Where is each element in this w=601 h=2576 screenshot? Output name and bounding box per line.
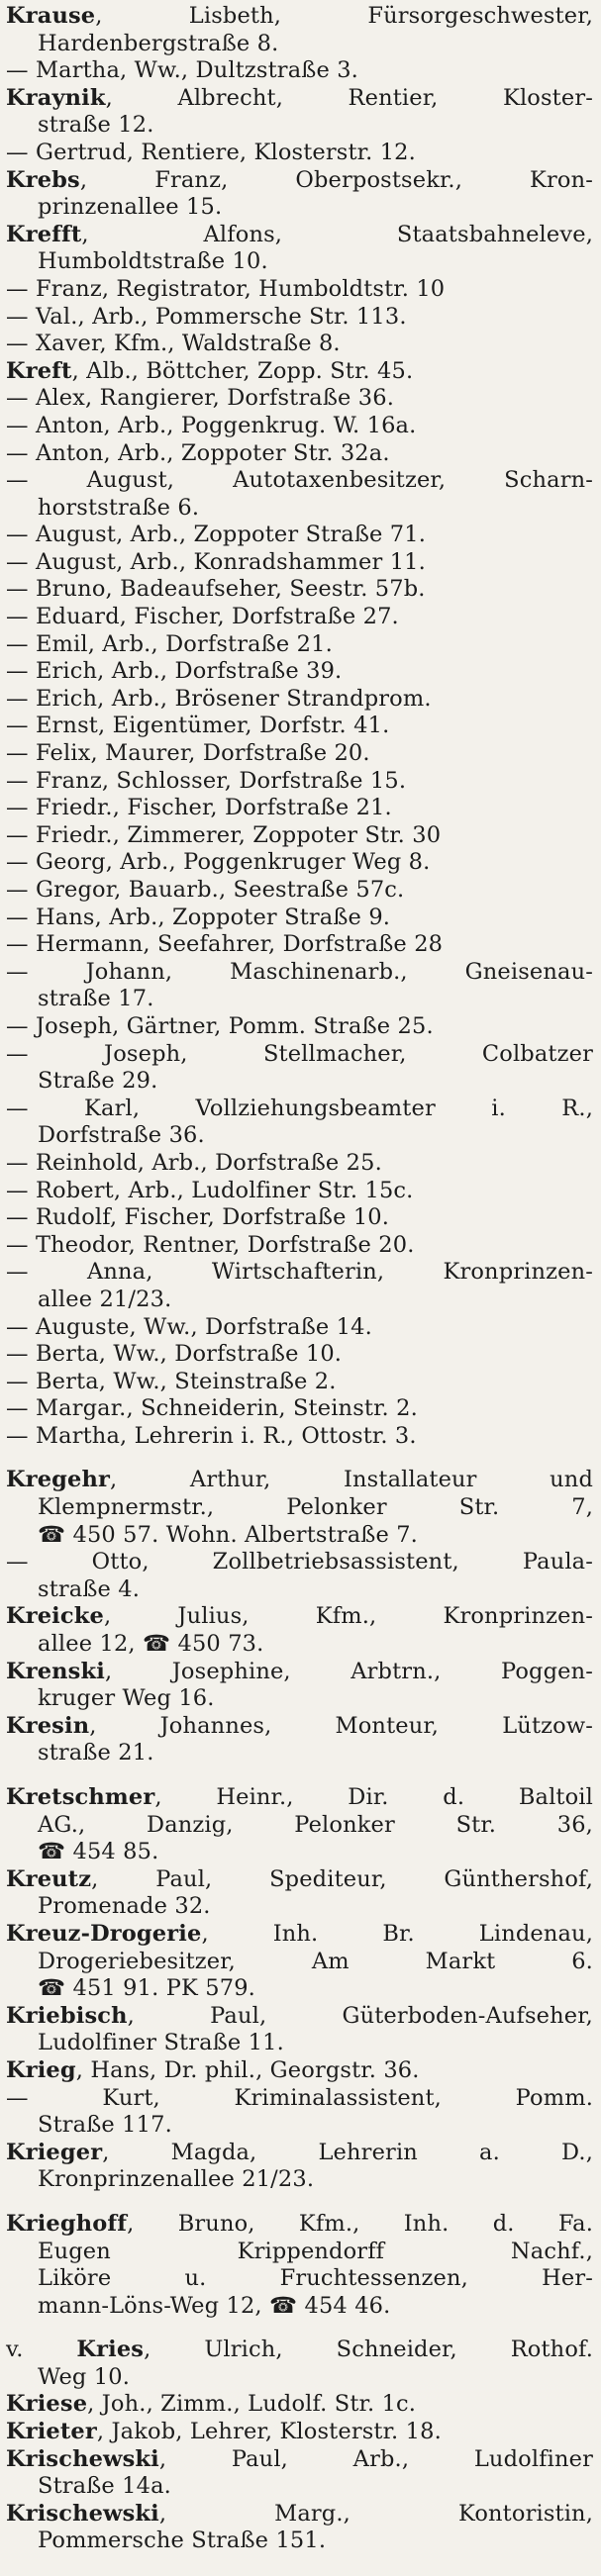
entry-line: — Joseph, Stellmacher, Colbatzer (6, 1040, 593, 1067)
directory-entry (6, 1204, 593, 1232)
directory-entry (6, 440, 593, 468)
entry-continuation-line: ☎ 451 91. PK 579. (38, 1975, 255, 2002)
entry-line: — Franz, Schlosser, Dorfstraße 15. (6, 767, 407, 794)
entry-continuation-line: allee 21/23. (38, 1286, 172, 1312)
entry-line: Krieter, Jakob, Lehrer, Klosterstr. 18. (6, 2419, 442, 2445)
directory-entry (6, 413, 593, 440)
entry-line: — Rudolf, Fischer, Dorfstraße 10. (6, 1204, 390, 1231)
entry-continuation-line: ☎ 454 85. (38, 1839, 159, 1865)
entry-continuation-line: Eugen Krippendorff Nachf., (38, 2238, 593, 2264)
directory-entry (6, 2140, 593, 2194)
surname: Kries (76, 2337, 145, 2363)
entry-line: — Karl, Vollziehungsbeamter i. R., (6, 1095, 593, 1121)
surname: Krieter (6, 2419, 97, 2445)
entry-continuation-line: Ludolfiner Straße 11. (38, 2030, 284, 2056)
entry-line: — Kurt, Kriminalassistent, Pomm. (6, 2084, 593, 2111)
entry-line: Kretschmer, Heinr., Dir. d. Baltoil (6, 1784, 593, 1810)
entry-continuation-line: Liköre u. Fruchtessenzen, Her- (38, 2265, 593, 2292)
directory-entry (6, 385, 593, 413)
entry-line: — Berta, Ww., Dorfstraße 10. (6, 1341, 343, 1368)
surname: Krischewski (6, 2445, 159, 2472)
surname: Krieghoff (6, 2210, 128, 2237)
directory-entry (6, 1423, 593, 1451)
entry-line: Kreutz, Paul, Spediteur, Günthershof, (6, 1865, 593, 1892)
entry-line: — Anton, Arb., Zoppoter Str. 32a. (6, 439, 390, 466)
directory-entry (6, 331, 593, 358)
entry-line: — Robert, Arb., Ludolfiner Str. 15c. (6, 1177, 414, 1203)
entry-continuation-line: straße 4. (38, 1575, 141, 1602)
entry-continuation-line: Straße 117. (38, 2112, 172, 2139)
directory-entry (6, 631, 593, 659)
entry-line: Krischewski, Marg., Kontoristin, (6, 2500, 593, 2527)
entry-line: — Felix, Maurer, Dorfstraße 20. (6, 740, 370, 767)
entry-continuation-line: horststraße 6. (38, 494, 200, 521)
surname: Kriebisch (6, 2002, 128, 2029)
directory-entry (6, 304, 593, 332)
entry-line: Kregehr, Arthur, Installateur und (6, 1467, 593, 1493)
entry-continuation-line: AG., Danzig, Pelonker Str. 36, (38, 1811, 593, 1838)
directory-entry (6, 1041, 593, 1096)
entry-line: — Bruno, Badeaufseher, Seestr. 57b. (6, 576, 426, 603)
directory-entry (6, 1549, 593, 1603)
entry-line: Krieg, Hans, Dr. phil., Georgstr. 36. (6, 2056, 420, 2083)
directory-entry (6, 1713, 593, 1767)
surname: Krause (6, 3, 96, 29)
directory-entry (6, 822, 593, 850)
entry-line: — Friedr., Fischer, Dorfstraße 21. (6, 795, 392, 821)
entry-continuation-line: mann-Löns-Weg 12, ☎ 454 46. (38, 2292, 391, 2319)
entry-line: — Hermann, Seefahrer, Dorfstraße 28 (6, 931, 444, 958)
directory-entry (6, 1232, 593, 1260)
surname: Kriese (6, 2391, 88, 2418)
directory-entry (6, 358, 593, 386)
directory-entry (6, 2446, 593, 2501)
entry-continuation-line: Promenade 32. (38, 1893, 211, 1920)
directory-entry (6, 1013, 593, 1041)
entry-line: — Georg, Arb., Poggenkruger Weg 8. (6, 849, 431, 876)
entry-line: Krieghoff, Bruno, Kfm., Inh. d. Fa. (6, 2210, 593, 2237)
directory-entry (6, 2501, 593, 2555)
entry-line: — Anna, Wirtschafterin, Kronprinzen- (6, 1259, 593, 1286)
directory-entry (6, 1096, 593, 1150)
surname: Kreutz (6, 1865, 92, 1892)
directory-entry (6, 222, 593, 276)
directory-entry (6, 1369, 593, 1396)
entry-line: — Theodor, Rentner, Dorfstraße 20. (6, 1231, 415, 1258)
entry-line: — Erich, Arb., Brösener Strandprom. (6, 685, 432, 712)
directory-entry (6, 795, 593, 822)
entry-continuation-line: Weg 10. (38, 2363, 130, 2390)
entry-line: Kriebisch, Paul, Güterboden-Aufseher, (6, 2002, 593, 2029)
directory-entry (6, 1603, 593, 1658)
directory-entry (6, 57, 593, 85)
entry-line: Krischewski, Paul, Arb., Ludolfiner (6, 2445, 593, 2472)
directory-entry (6, 2003, 593, 2057)
entry-continuation-line: prinzenallee 15. (38, 194, 223, 221)
directory-entry (6, 2211, 593, 2320)
entry-line: — Margar., Schneiderin, Steinstr. 2. (6, 1395, 418, 1422)
surname: Krebs (6, 166, 80, 193)
entry-line: — Johann, Maschinenarb., Gneisenau- (6, 958, 593, 985)
directory-entry (6, 1341, 593, 1369)
directory-entry (6, 1467, 593, 1549)
entry-line: — Martha, Ww., Dultzstraße 3. (6, 57, 358, 84)
directory-entry (6, 522, 593, 549)
surname: Kreft (6, 357, 72, 384)
directory-entry (6, 85, 593, 140)
directory-entry (6, 1921, 593, 2003)
surname: Krefft (6, 221, 82, 247)
entry-line: — Val., Arb., Pommersche Str. 113. (6, 303, 407, 330)
surname: Kretschmer (6, 1784, 155, 1810)
entry-line: — Friedr., Zimmerer, Zoppoter Str. 30 (6, 821, 442, 848)
entry-continuation-line: Hardenbergstraße 8. (38, 30, 279, 56)
entry-line: — Gregor, Bauarb., Seestraße 57c. (6, 877, 405, 903)
entry-line: — Anton, Arb., Poggenkrug. W. 16a. (6, 412, 417, 438)
directory-entry (6, 877, 593, 905)
entry-line: — Auguste, Ww., Dorfstraße 14. (6, 1313, 372, 1340)
directory-entry (6, 604, 593, 631)
entry-line: Krause, Lisbeth, Fürsorgeschwester, (6, 3, 593, 29)
directory-entry (6, 931, 593, 959)
entry-line: — Berta, Ww., Steinstraße 2. (6, 1368, 337, 1394)
entry-line: Kriese, Joh., Zimm., Ludolf. Str. 1c. (6, 2391, 417, 2418)
entry-line: — Otto, Zollbetriebsassistent, Paula- (6, 1549, 593, 1575)
directory-entry (6, 1178, 593, 1205)
directory-entry (6, 3, 593, 57)
directory-entry (6, 1395, 593, 1423)
entry-line: Krieger, Magda, Lehrerin a. D., (6, 2139, 593, 2165)
surname: Kreuz-Drogerie (6, 1920, 202, 1947)
entry-continuation-line: straße 21. (38, 1740, 154, 1766)
entry-continuation-line: Straße 29. (38, 1068, 158, 1095)
entry-continuation-line: straße 12. (38, 112, 154, 139)
entry-line: — Reinhold, Arb., Dorfstraße 25. (6, 1149, 382, 1176)
directory-entry (6, 686, 593, 714)
surname: Kreicke (6, 1603, 104, 1630)
directory-entry (6, 467, 593, 522)
directory-entry (6, 2085, 593, 2140)
directory-entry (6, 1259, 593, 1313)
entry-continuation-line: Kronprinzenallee 21/23. (38, 2166, 315, 2193)
entry-continuation-line: Pommersche Straße 151. (38, 2528, 327, 2554)
directory-entry (6, 713, 593, 740)
directory-entry (6, 2391, 593, 2419)
entry-continuation-line: ☎ 450 57. Wohn. Albertstraße 7. (38, 1521, 418, 1548)
entry-line: — Emil, Arb., Dorfstraße 21. (6, 630, 333, 657)
entry-line: — Joseph, Gärtner, Pomm. Straße 25. (6, 1012, 434, 1039)
surname: Kregehr (6, 1467, 111, 1493)
directory-entry (6, 2057, 593, 2085)
surname: Krieger (6, 2139, 103, 2165)
entry-continuation-line: straße 17. (38, 986, 154, 1012)
entry-line: Kresin, Johannes, Monteur, Lützow- (6, 1712, 593, 1739)
directory-entry (6, 768, 593, 796)
directory-entry (6, 576, 593, 604)
directory-entry (6, 1659, 593, 1713)
entry-continuation-line: Humboldtstraße 10. (38, 248, 268, 275)
surname: Kresin (6, 1712, 90, 1739)
entry-line: — August, Autotaxenbesitzer, Scharn- (6, 467, 593, 494)
directory-entry (6, 167, 593, 222)
entry-line: — Hans, Arb., Zoppoter Straße 9. (6, 904, 391, 930)
entry-line: — Martha, Lehrerin i. R., Ottostr. 3. (6, 1422, 417, 1449)
surname: Kraynik (6, 84, 106, 111)
entry-line: — Gertrud, Rentiere, Klosterstr. 12. (6, 139, 416, 165)
directory-entry (6, 2337, 593, 2391)
directory-entry (6, 2419, 593, 2446)
entry-line: — Erich, Arb., Dorfstraße 39. (6, 658, 343, 685)
directory-entry (6, 549, 593, 577)
directory-entry (6, 959, 593, 1013)
entry-continuation-line: kruger Weg 16. (38, 1685, 215, 1712)
directory-entry (6, 740, 593, 768)
entry-continuation-line: Straße 14a. (38, 2473, 171, 2500)
entry-line: — Xaver, Kfm., Waldstraße 8. (6, 331, 341, 357)
entry-line: Krebs, Franz, Oberpostsekr., Kron- (6, 166, 593, 193)
directory-entry (6, 1314, 593, 1342)
entry-continuation-line: Dorfstraße 36. (38, 1122, 205, 1149)
entry-line: Krenski, Josephine, Arbtrn., Poggen- (6, 1658, 593, 1684)
entry-continuation-line: allee 12, ☎ 450 73. (38, 1631, 264, 1658)
entry-line: Krefft, Alfons, Staatsbahneleve, (6, 221, 593, 247)
entry-line: — August, Arb., Konradshammer 11. (6, 548, 426, 575)
entry-line: Kreicke, Julius, Kfm., Kronprinzen- (6, 1603, 593, 1630)
directory-entry (6, 1150, 593, 1178)
directory-entry (6, 1866, 593, 1921)
surname: Krischewski (6, 2500, 159, 2527)
surname: Krieg (6, 2056, 76, 2083)
entry-line: Kraynik, Albrecht, Rentier, Kloster- (6, 84, 593, 111)
entry-line: — Eduard, Fischer, Dorfstraße 27. (6, 604, 399, 630)
surname: Krenski (6, 1658, 105, 1684)
entry-line: — Ernst, Eigentümer, Dorfstr. 41. (6, 713, 390, 739)
entry-line: v. Kries, Ulrich, Schneider, Rothof. (6, 2337, 593, 2363)
directory-entry (6, 1784, 593, 1866)
entry-line: — Alex, Rangierer, Dorfstraße 36. (6, 385, 394, 412)
entry-line: Kreuz-Drogerie, Inh. Br. Lindenau, (6, 1920, 593, 1947)
directory-entry (6, 140, 593, 167)
entry-continuation-line: Drogeriebesitzer, Am Markt 6. (38, 1948, 593, 1974)
entry-line: — Franz, Registrator, Humboldtstr. 10 (6, 275, 446, 302)
directory-entry (6, 276, 593, 304)
directory-entry (6, 849, 593, 877)
entry-line: Kreft, Alb., Böttcher, Zopp. Str. 45. (6, 357, 414, 384)
directory-entry (6, 658, 593, 686)
directory-entry (6, 905, 593, 932)
entry-continuation-line: Klempnermstr., Pelonker Str. 7, (38, 1494, 593, 1521)
entry-line: — August, Arb., Zoppoter Straße 71. (6, 522, 426, 548)
